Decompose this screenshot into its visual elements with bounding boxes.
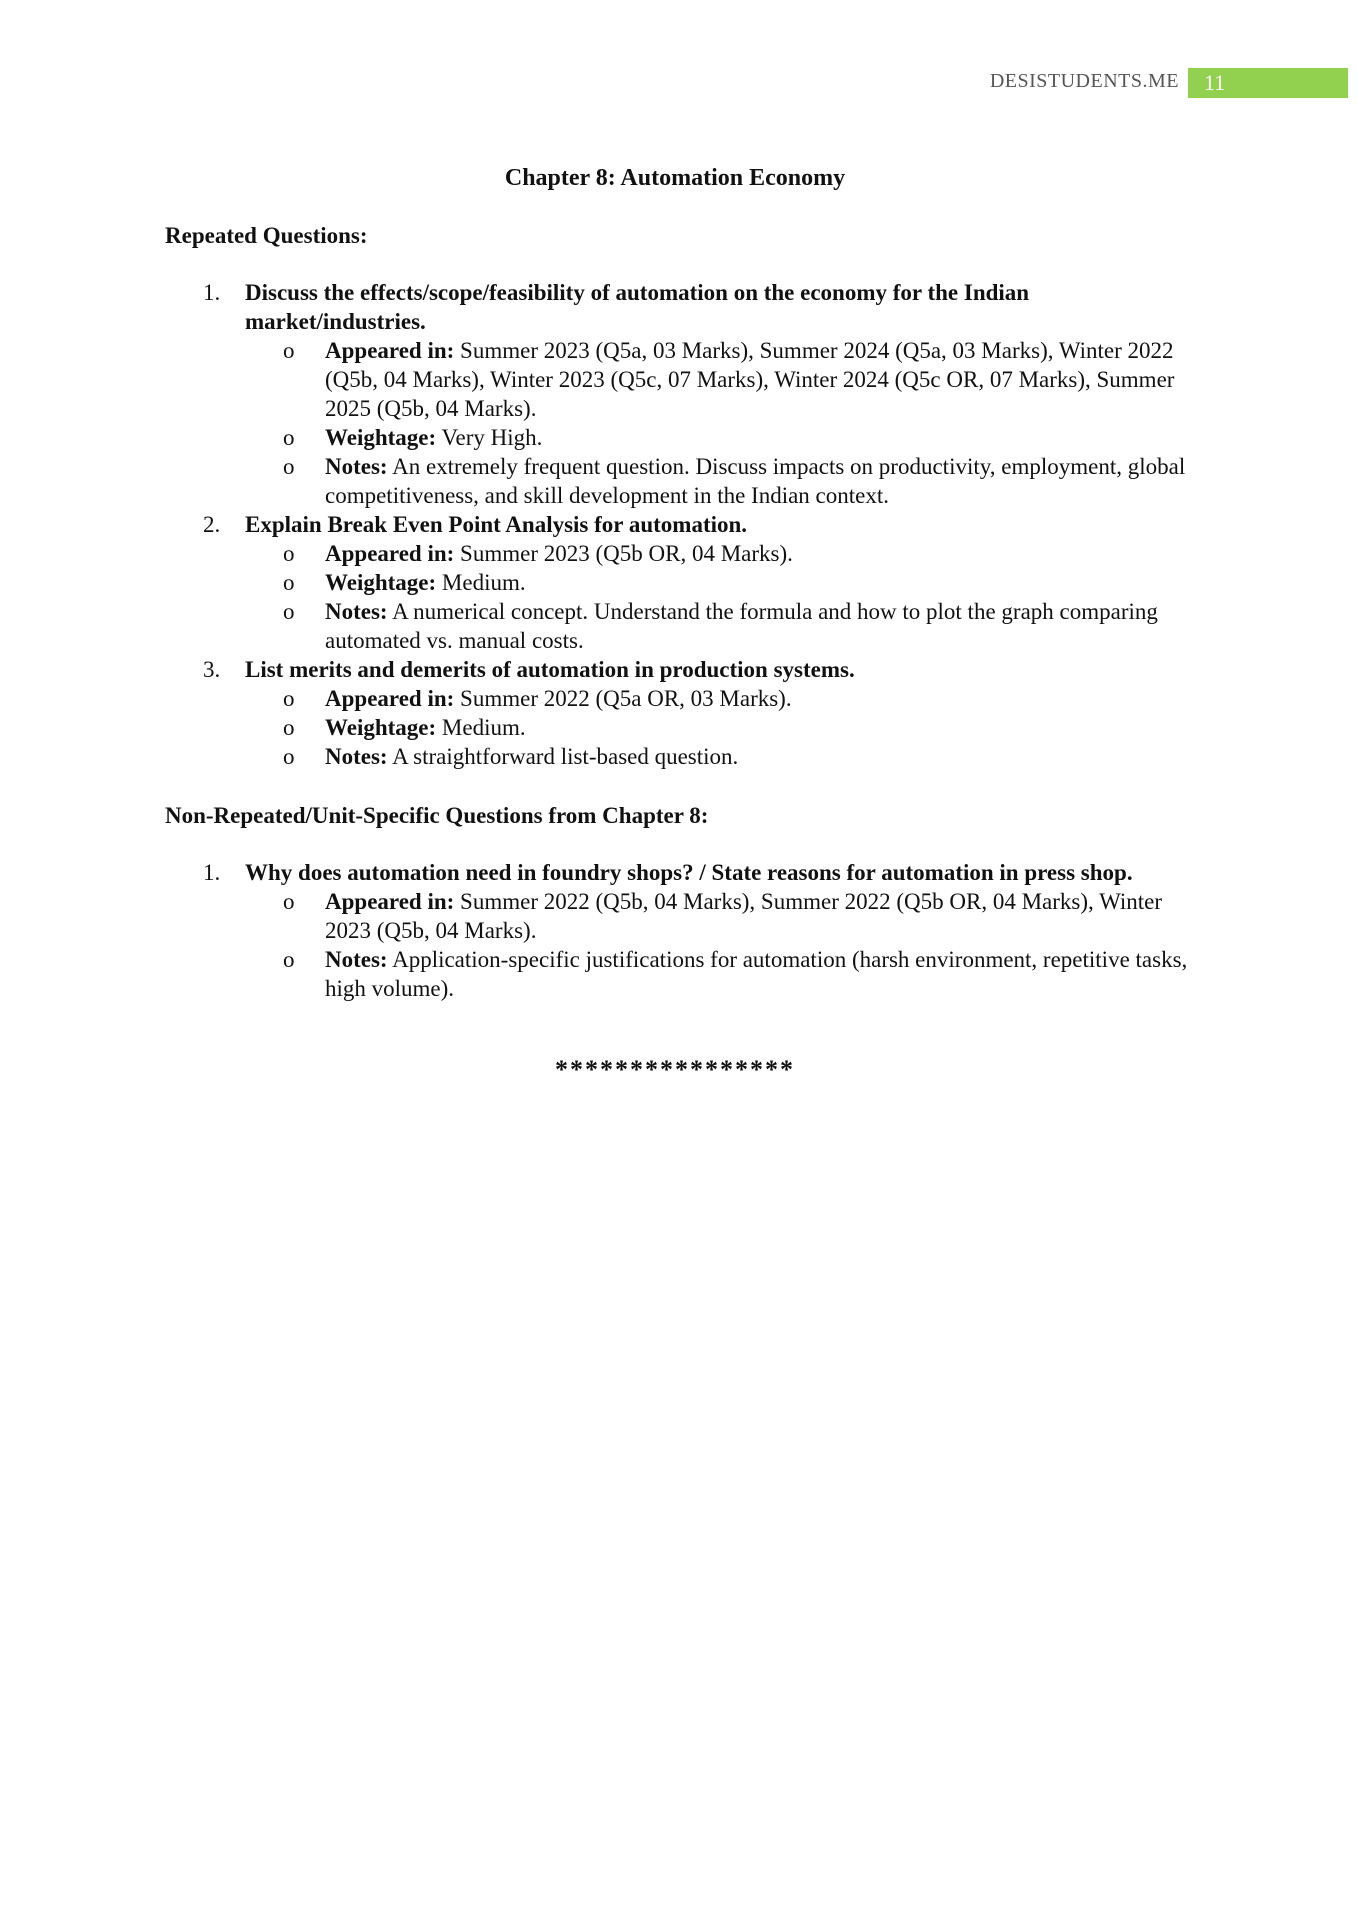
detail-item — [245, 713, 1195, 742]
repeated-questions-list — [165, 278, 1195, 771]
detail-label: Weightage: — [325, 570, 437, 595]
detail-item — [245, 336, 1195, 423]
detail-label: Notes: — [325, 454, 388, 479]
repeated-questions-heading: Repeated Questions: — [165, 223, 368, 248]
bullet-icon: o — [283, 599, 295, 624]
bullet-icon: o — [283, 570, 295, 595]
detail-label: Appeared in: — [325, 338, 455, 363]
detail-item — [245, 887, 1195, 945]
bullet-icon: o — [283, 454, 295, 479]
detail-value: Medium. — [441, 570, 526, 595]
detail-item — [245, 452, 1195, 510]
bullet-icon: o — [283, 889, 295, 914]
site-name: DESISTUDENTS.ME — [989, 70, 1179, 92]
detail-value: Summer 2023 (Q5b OR, 04 Marks). — [460, 541, 793, 566]
question-item — [165, 510, 1195, 655]
detail-label: Notes: — [325, 599, 388, 624]
detail-value: An extremely frequent question. Discuss impacts on productivity, employment, global competitiveness, and skill development in the Indian context. — [325, 454, 1186, 508]
bullet-icon: o — [283, 744, 295, 769]
detail-label: Weightage: — [325, 715, 437, 740]
question-details — [245, 684, 1195, 771]
detail-item — [245, 539, 1195, 568]
question-text: Explain Break Even Point Analysis for automation. — [245, 512, 748, 537]
detail-item — [245, 597, 1195, 655]
question-text: Why does automation need in foundry shops? / State reasons for automation in press shop. — [245, 860, 1133, 885]
bullet-icon: o — [283, 715, 295, 740]
question-item — [165, 278, 1195, 510]
detail-item — [245, 568, 1195, 597]
detail-label: Appeared in: — [325, 686, 455, 711]
bullet-icon: o — [283, 686, 295, 711]
detail-value: Medium. — [441, 715, 526, 740]
section-divider: **************** — [555, 1055, 795, 1084]
detail-label: Weightage: — [325, 425, 437, 450]
detail-value: A straightforward list-based question. — [392, 744, 739, 769]
non-repeated-questions-heading: Non-Repeated/Unit-Specific Questions from Chapter 8: — [165, 803, 709, 828]
detail-value: Very High. — [441, 425, 543, 450]
detail-label: Appeared in: — [325, 541, 455, 566]
bullet-icon: o — [283, 947, 295, 972]
question-number: 2. — [203, 512, 221, 537]
detail-item — [245, 684, 1195, 713]
bullet-icon: o — [283, 541, 295, 566]
question-item — [165, 858, 1195, 1003]
question-text: Discuss the effects/scope/feasibility of automation on the economy for the Indian market/industries. — [245, 280, 1030, 334]
detail-label: Appeared in: — [325, 889, 455, 914]
detail-value: Summer 2022 (Q5a OR, 03 Marks). — [460, 686, 792, 711]
question-item — [165, 655, 1195, 771]
detail-value: Summer 2023 (Q5a, 03 Marks), Summer 2024 (Q5a, 03 Marks), Winter 2022 (Q5b, 04 Marks), Winter 2023 (Q5c, 07 Marks), Winter 2024 (Q5c OR, 07 Marks), Summer 2025 (Q5b, 04 Marks). — [325, 338, 1175, 421]
question-number: 3. — [203, 657, 221, 682]
detail-item — [245, 945, 1195, 1003]
detail-value: A numerical concept. Understand the formula and how to plot the graph comparing automated vs. manual costs. — [325, 599, 1158, 653]
question-number: 1. — [203, 280, 221, 305]
non-repeated-questions-list — [165, 858, 1195, 1003]
detail-label: Notes: — [325, 744, 388, 769]
detail-item — [245, 423, 1195, 452]
question-details — [245, 887, 1195, 1003]
document-body — [165, 160, 1195, 1084]
bullet-icon: o — [283, 425, 295, 450]
detail-label: Notes: — [325, 947, 388, 972]
question-details — [245, 336, 1195, 510]
question-details — [245, 539, 1195, 655]
detail-item — [245, 742, 1195, 771]
bullet-icon: o — [283, 338, 295, 363]
question-number: 1. — [203, 860, 221, 885]
chapter-title: Chapter 8: Automation Economy — [504, 165, 846, 191]
detail-value: Application-specific justifications for automation (harsh environment, repetitive tasks, high volume). — [325, 947, 1188, 1001]
question-text: List merits and demerits of automation in production systems. — [245, 657, 855, 682]
page-number: 11 — [1188, 68, 1348, 98]
detail-value: Summer 2022 (Q5b, 04 Marks), Summer 2022 (Q5b OR, 04 Marks), Winter 2023 (Q5b, 04 Marks). — [325, 889, 1163, 943]
